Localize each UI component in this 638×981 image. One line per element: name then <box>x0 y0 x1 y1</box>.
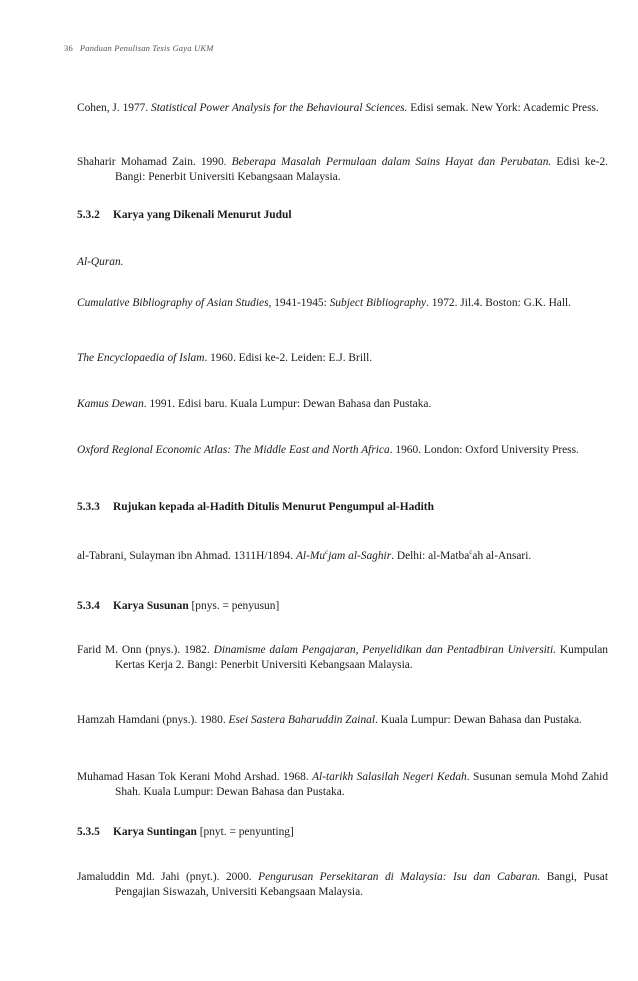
ref-tail: . 1960. Edisi ke-2. Leiden: E.J. Brill. <box>204 352 373 364</box>
ref-title: Al-Mu <box>295 550 326 562</box>
reference-quran <box>77 255 608 270</box>
ayn-superscript: c <box>325 548 329 556</box>
reference-cohen <box>77 101 608 116</box>
ref-tail: Edisi ke-2. Bangi: Penerbit Universiti Kebangsaan Malaysia. <box>115 156 608 183</box>
ref-tail: Bangi, Pusat Pengajian Siswazah, Universiti Kebangsaan Malaysia. <box>115 871 608 898</box>
ref-tail-cont: ah al-Ansari. <box>472 550 532 562</box>
ref-title: Al-tarikh Salasilah Negeri Kedah <box>312 771 467 783</box>
section-heading-5-3-5 <box>77 825 570 840</box>
ref-tail: Edisi semak. New York: Academic Press. <box>407 102 599 114</box>
ref-title: Pengurusan Persekitaran di Malaysia: Isu dan Cabaran. <box>258 871 541 883</box>
ref-tail: . 1972. Jil.4. Boston: G.K. Hall. <box>426 297 572 309</box>
header-title: Panduan Penulisan Tesis Gaya UKM <box>79 43 214 53</box>
section-title: Karya Suntingan <box>113 826 197 838</box>
reference-muhamad <box>77 770 608 800</box>
ref-tail: . 1960. London: Oxford University Press. <box>389 444 579 456</box>
reference-encyclopaedia <box>77 351 608 366</box>
section-title: Karya Susunan <box>113 600 189 612</box>
reference-hamzah <box>77 713 608 728</box>
section-title: Rujukan kepada al-Hadith Ditulis Menurut Pengumpul al-Hadith <box>113 501 434 513</box>
ref-lead: Shaharir Mohamad Zain. 1990. <box>77 156 232 168</box>
ref-lead: Hamzah Hamdani (pnys.). 1980. <box>77 714 229 726</box>
section-note: [pnyt. = penyunting] <box>196 826 294 838</box>
ref-title: Oxford Regional Economic Atlas: The Middle East and North Africa <box>77 444 390 456</box>
ref-title: Dinamisme dalam Pengajaran, Penyelidikan dan Pentadbiran Universiti. <box>213 644 556 656</box>
ref-title: Kamus Dewan <box>77 398 144 410</box>
section-note: [pnys. = penyusun] <box>188 600 280 612</box>
ref-subtitle: Subject Bibliography <box>329 297 427 309</box>
ref-title: The Encyclopaedia of Islam <box>77 352 205 364</box>
reference-cumulative <box>77 296 608 311</box>
ref-title: Beberapa Masalah Permulaan dalam Sains Hayat dan Perubatan. <box>231 156 552 168</box>
ref-title: Esei Sastera Baharuddin Zainal <box>228 714 376 726</box>
ref-mid: , 1941-1945: <box>268 297 330 309</box>
reference-jamaluddin <box>77 870 608 900</box>
ref-lead: Jamaluddin Md. Jahi (pnyt.). 2000. <box>77 871 259 883</box>
ref-lead: Muhamad Hasan Tok Kerani Mohd Arshad. 1968. <box>77 771 313 783</box>
ref-tail: . Delhi: al-Matba <box>391 550 470 562</box>
ref-tail: . 1991. Edisi baru. Kuala Lumpur: Dewan Bahasa dan Pustaka. <box>143 398 432 410</box>
reference-oxford <box>77 443 608 458</box>
section-title: Karya yang Dikenali Menurut Judul <box>113 209 292 221</box>
section-heading-5-3-2 <box>77 208 570 223</box>
running-header <box>64 43 213 53</box>
ref-title: Al-Quran. <box>77 256 124 268</box>
section-number: 5.3.3 <box>77 501 100 513</box>
ref-title-cont: jam al-Saghir <box>328 550 392 562</box>
section-heading-5-3-4 <box>77 599 570 614</box>
ref-lead: Farid M. Onn (pnys.). 1982. <box>77 644 214 656</box>
page-number: 36 <box>64 43 73 53</box>
ref-tail: . Susunan semula Mohd Zahid Shah. Kuala Lumpur: Dewan Bahasa dan Pustaka. <box>115 771 609 798</box>
ref-lead: Cohen, J. 1977. <box>77 102 152 114</box>
ref-title: Cumulative Bibliography of Asian Studies <box>77 297 269 309</box>
section-number: 5.3.4 <box>77 600 100 612</box>
ref-tail: . Kuala Lumpur: Dewan Bahasa dan Pustaka. <box>375 714 582 726</box>
ref-title: Statistical Power Analysis for the Behavioural Sciences. <box>151 102 408 114</box>
reference-farid <box>77 643 608 673</box>
reference-kamus <box>77 397 608 412</box>
section-heading-5-3-3 <box>77 500 570 515</box>
section-number: 5.3.2 <box>77 209 100 221</box>
ref-tail: Kumpulan Kertas Kerja 2. Bangi: Penerbit Universiti Kebangsaan Malaysia. <box>115 644 608 671</box>
ayn-superscript: c <box>469 548 473 556</box>
section-number: 5.3.5 <box>77 826 100 838</box>
ref-lead: al-Tabrani, Sulayman ibn Ahmad. 1311H/1894. <box>77 550 296 562</box>
reference-tabrani <box>77 545 608 564</box>
reference-shaharir <box>77 155 608 185</box>
